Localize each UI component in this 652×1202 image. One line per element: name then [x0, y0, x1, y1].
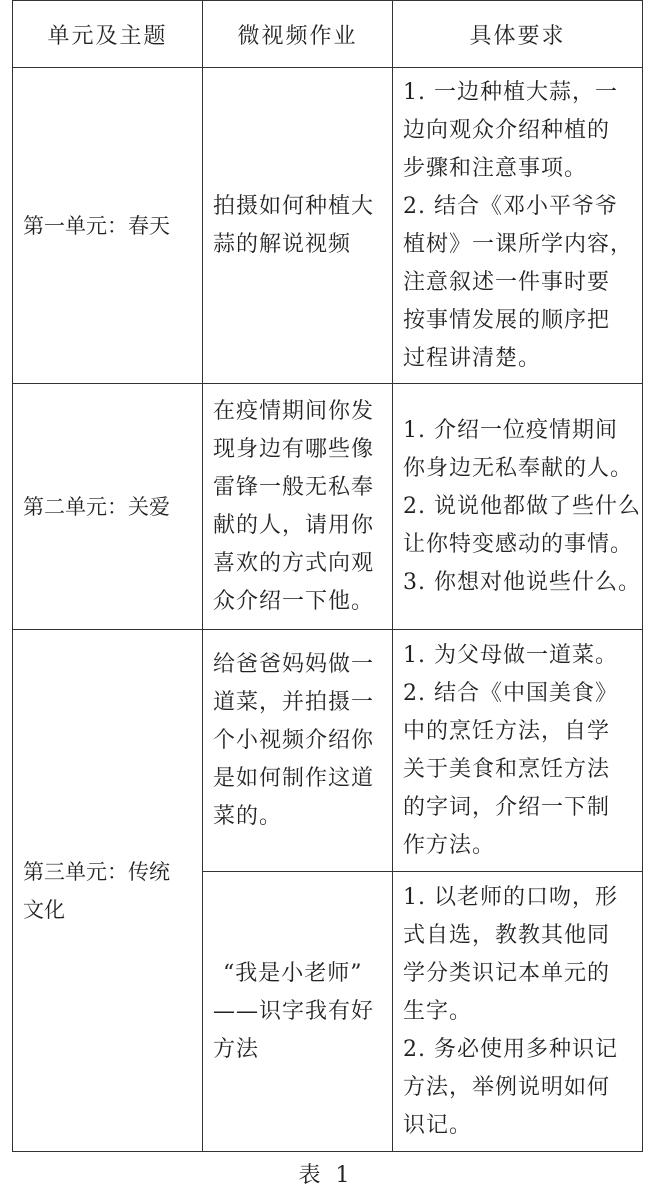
requirements-cell: [393, 630, 643, 872]
requirements-table-wrapper: [12, 0, 642, 1152]
requirement-line: 1. 介绍一位疫情期间: [403, 417, 618, 443]
requirement-line: 你身边无私奉献的人。: [403, 455, 634, 481]
requirements-cell: [393, 384, 643, 630]
requirement-line: 3. 你想对他说些什么。: [403, 569, 641, 595]
requirement-line: 方法，举例说明如何: [403, 1074, 611, 1100]
requirement-line: 让你特变感动的事情。: [403, 531, 634, 557]
task-line: 现身边有哪些像: [213, 436, 375, 462]
task-line: 给爸爸妈妈做一: [213, 652, 375, 677]
requirement-line: 2. 务必使用多种识记: [403, 1036, 618, 1062]
requirement-line: 1. 为父母做一道菜。: [403, 642, 618, 668]
task-line: 雷锋一般无私奉: [213, 474, 375, 500]
unit-cell: [13, 68, 203, 384]
requirement-line: 植树》一课所学内容，: [403, 231, 634, 257]
task-cell: [203, 384, 393, 630]
requirement-line: 式自选，教教其他同: [403, 922, 611, 948]
task-line: 方法: [213, 1036, 260, 1062]
micro-video-assignment-table: [12, 0, 643, 1152]
table-row: [13, 630, 643, 872]
header-unit-theme: 单元及主题: [13, 1, 203, 68]
requirement-line: 关于美食和烹饪方法: [403, 756, 611, 782]
unit-label: 第二单元：关爱: [23, 494, 170, 519]
header-micro-video-task: 微视频作业: [203, 1, 393, 68]
task-line: 献的人，请用你: [213, 512, 375, 538]
unit-cell: [13, 384, 203, 630]
task-line: 蒜的解说视频: [213, 231, 352, 257]
task-line: 是如何制作这道: [213, 766, 375, 791]
requirement-line: 边向观众介绍种植的: [403, 117, 611, 143]
table-caption: 表 1: [298, 1163, 354, 1188]
task-cell: [203, 630, 393, 872]
table-row: [13, 384, 643, 630]
table-header-row: [13, 1, 643, 68]
requirements-cell: [393, 68, 643, 384]
requirement-line: 1. 以老师的口吻，形: [403, 884, 618, 910]
table-row: [13, 68, 643, 384]
requirement-line: 学分类识记本单元的: [403, 960, 611, 986]
task-cell: [203, 68, 393, 384]
task-line: 众介绍一下他。: [213, 588, 375, 614]
requirement-line: 2. 结合《邓小平爷爷: [403, 193, 618, 219]
task-line: 喜欢的方式向观: [213, 550, 375, 576]
unit-label: 文化: [23, 897, 65, 922]
unit-cell: [13, 630, 203, 1152]
task-line: 在疫情期间你发: [213, 398, 375, 424]
unit-label: 第三单元：传统: [23, 859, 170, 884]
requirements-cell: [393, 872, 643, 1152]
task-line: 个小视频介绍你: [213, 728, 375, 753]
task-cell: [203, 872, 393, 1152]
requirement-line: 的字词，介绍一下制: [403, 794, 611, 820]
unit-label: 第一单元：春天: [23, 213, 170, 238]
requirement-line: 生字。: [403, 998, 473, 1024]
requirement-line: 2. 结合《中国美食》: [403, 680, 618, 706]
task-line: 拍摄如何种植大: [213, 193, 375, 219]
requirement-line: 1. 一边种植大蒜，一: [403, 79, 618, 105]
task-line: 菜的。: [213, 804, 283, 829]
header-requirements: 具体要求: [393, 1, 643, 68]
task-line: “我是小老师”: [223, 960, 363, 986]
requirement-line: 注意叙述一件事时要: [403, 269, 611, 295]
requirement-line: 识记。: [403, 1112, 473, 1138]
requirement-line: 作方法。: [403, 832, 496, 858]
task-line: ——识字我有好: [213, 998, 375, 1024]
requirement-line: 步骤和注意事项。: [403, 155, 588, 181]
task-line: 道菜，并拍摄一: [213, 690, 375, 715]
requirement-line: 2. 说说他都做了些什么: [403, 493, 641, 519]
requirement-line: 按事情发展的顺序把: [403, 307, 611, 333]
requirement-line: 中的烹饪方法，自学: [403, 718, 611, 744]
requirement-line: 过程讲清楚。: [403, 345, 542, 371]
